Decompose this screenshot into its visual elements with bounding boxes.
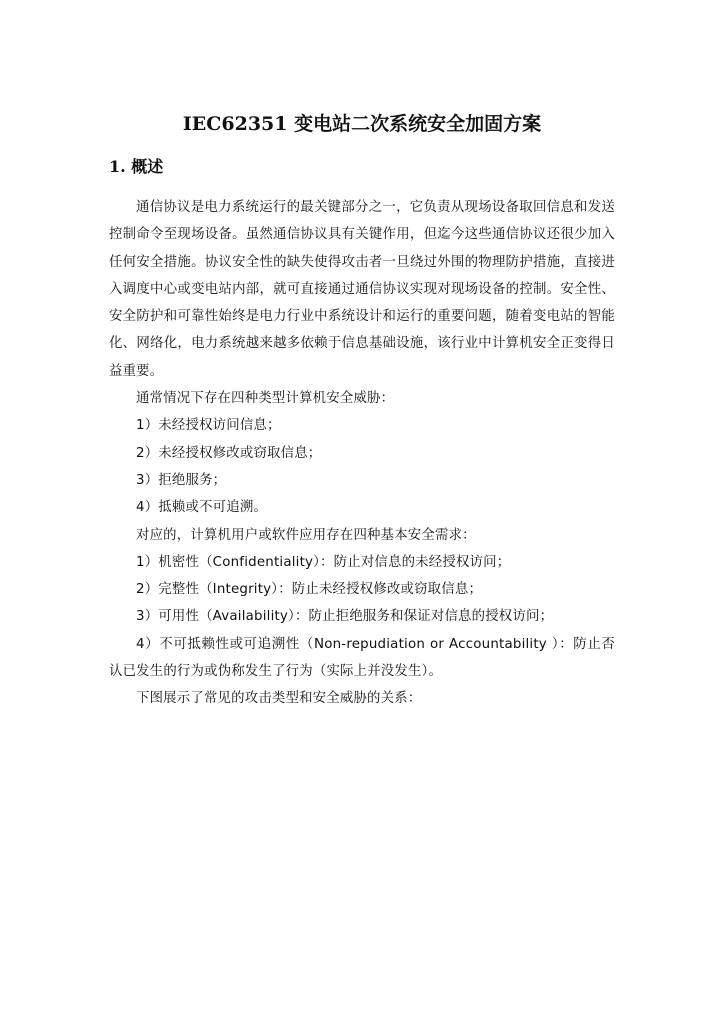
list-item-requirement-3: 3）可用性（Availability）：防止拒绝服务和保证对信息的授权访问； xyxy=(136,609,554,625)
document-title: IEC62351 变电站二次系统安全加固方案 xyxy=(182,113,542,135)
document-body xyxy=(109,194,615,713)
section-heading: 1. 概述 xyxy=(109,157,164,176)
list-item-requirement-4: 4）不可抵赖性或可追溯性（Non-repudiation or Accountability ）：防止否认已发生的行为或伪称发生了行为（实际上并没发生）。 xyxy=(109,636,615,680)
paragraph-threats-intro: 通常情况下存在四种类型计算机安全威胁： xyxy=(136,391,395,407)
list-item-threat-2: 2）未经授权修改或窃取信息； xyxy=(136,445,322,461)
paragraph-requirements-intro: 对应的，计算机用户或软件应用存在四种基本安全需求： xyxy=(136,527,476,543)
list-item-requirement-1: 1）机密性（Confidentiality）：防止对信息的未经授权访问； xyxy=(136,554,511,570)
list-item-threat-3: 3）拒绝服务； xyxy=(136,472,227,488)
paragraph-overview: 通信协议是电力系统运行的最关键部分之一，它负责从现场设备取回信息和发送控制命令至现场设备。虽然通信协议具有关键作用，但迄今这些通信协议还很少加入任何安全措施。协议安全性的缺失使得攻击者一旦绕过外围的物理防护措施，直接进入调度中心或变电站内部，就可直接通过通信协议实现对现场设备的控制。安全性、安全防护和可靠性始终是电力行业中系统设计和运行的重要问题，随着变电站的智能化、网络化，电力系统越来越多依赖于信息基础设施，该行业中计算机安全正变得日益重要。 xyxy=(109,200,615,379)
list-item-requirement-2: 2）完整性（Integrity）：防止未经授权修改或窃取信息； xyxy=(136,582,483,598)
list-item-threat-4: 4）抵赖或不可追溯。 xyxy=(136,500,268,516)
paragraph-figure-intro: 下图展示了常见的攻击类型和安全威胁的关系： xyxy=(136,691,422,707)
list-item-threat-1: 1）未经授权访问信息； xyxy=(136,418,281,434)
